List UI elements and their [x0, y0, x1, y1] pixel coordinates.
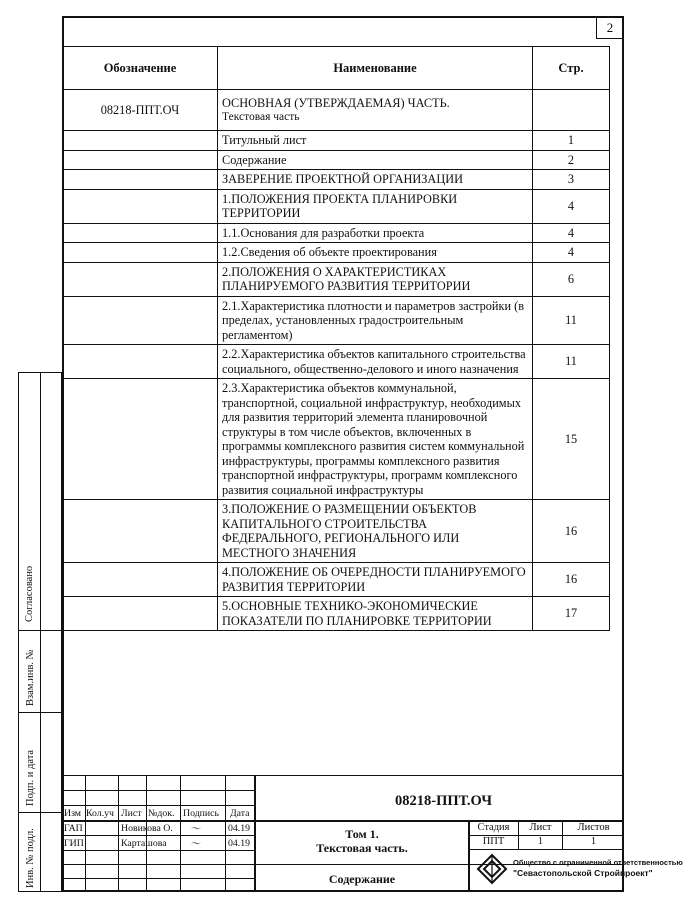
row-name	[218, 131, 533, 151]
row-name	[218, 262, 533, 296]
table-row	[63, 131, 610, 151]
row-designation	[63, 345, 218, 379]
row-name-text: 2.ПОЛОЖЕНИЯ О ХАРАКТЕРИСТИКАХ ПЛАНИРУЕМОГО РАЗВИТИЯ ТЕРРИТОРИИ	[222, 264, 471, 293]
row-designation	[63, 597, 218, 631]
col-header-sheet: Лист	[121, 808, 142, 819]
col-header-change: Изм	[64, 808, 82, 819]
row-name-text: 2.1.Характеристика плотности и параметров застройки (в пределах, установленных градостроительным регламентом)	[222, 298, 525, 342]
company-name	[513, 858, 683, 878]
row-page: 11	[533, 345, 610, 379]
row-name	[218, 189, 533, 223]
tb-line	[180, 775, 181, 892]
stage-header: Стадия	[477, 822, 510, 833]
row-designation	[63, 379, 218, 500]
row-name	[218, 150, 533, 170]
table-row	[63, 189, 610, 223]
row-page	[533, 90, 610, 131]
row-page: 4	[533, 189, 610, 223]
company-line-1: Общество с ограниченной ответственностью	[513, 858, 683, 867]
row-designation	[63, 296, 218, 345]
row-name	[218, 379, 533, 500]
company-logo-icon	[476, 853, 508, 885]
row-page: 4	[533, 243, 610, 263]
table-row	[63, 150, 610, 170]
row-designation	[63, 131, 218, 151]
signature-date-label: Подп. и дата	[25, 749, 36, 806]
row-name	[218, 170, 533, 190]
table-row	[63, 597, 610, 631]
table-row	[63, 500, 610, 563]
row-designation	[63, 243, 218, 263]
row-name	[218, 563, 533, 597]
row-name	[218, 243, 533, 263]
col-header-signature: Подпись	[183, 808, 219, 819]
table-row	[63, 262, 610, 296]
row-name	[218, 223, 533, 243]
sheets-header: Листов	[577, 822, 610, 833]
inv-original-label: Инв. № подл.	[25, 828, 36, 888]
row-page: 6	[533, 262, 610, 296]
row-name	[218, 345, 533, 379]
row-page: 1	[533, 131, 610, 151]
row-designation	[63, 189, 218, 223]
strip-divider	[40, 372, 41, 892]
volume-number: Том 1.	[345, 827, 379, 841]
row-name	[218, 90, 533, 131]
col-header-doc: №док.	[148, 808, 175, 819]
row-page: 4	[533, 223, 610, 243]
row-name-text: ОСНОВНАЯ (УТВЕРЖДАЕМАЯ) ЧАСТЬ.	[222, 95, 450, 110]
row-page: 11	[533, 296, 610, 345]
row-name-text: 1.1.Основания для разработки проекта	[222, 225, 425, 240]
table-row	[63, 379, 610, 500]
volume-part: Текстовая часть.	[316, 841, 408, 855]
row-name-text: 1.ПОЛОЖЕНИЯ ПРОЕКТА ПЛАНИРОВКИ ТЕРРИТОРИИ	[222, 191, 458, 220]
table-row	[63, 90, 610, 131]
volume-title	[300, 827, 424, 855]
row-page: 16	[533, 563, 610, 597]
row-page: 2	[533, 150, 610, 170]
row-name-text: 2.2.Характеристика объектов капитального строительства социального, общественно-делового и иного назначения	[222, 347, 526, 376]
sheet-header: Лист	[529, 822, 552, 833]
row-page: 15	[533, 379, 610, 500]
row-designation: 08218-ППТ.ОЧ	[63, 90, 218, 131]
agreed-label: Согласовано	[24, 565, 35, 622]
row-name-text: 4.ПОЛОЖЕНИЕ ОБ ОЧЕРЕДНОСТИ ПЛАНИРУЕМОГО РАЗВИТИЯ ТЕРРИТОРИИ	[222, 565, 526, 594]
col-header-date: Дата	[230, 808, 250, 819]
document-code: 08218-ППТ.ОЧ	[395, 793, 493, 809]
staff-role: ГАП	[64, 823, 83, 834]
tb-line	[468, 849, 624, 850]
row-designation	[63, 563, 218, 597]
contents-table	[62, 46, 610, 631]
row-subtitle: Текстовая часть	[222, 111, 300, 123]
col-header-count: Кол.уч	[86, 808, 114, 819]
row-page: 16	[533, 500, 610, 563]
row-name	[218, 296, 533, 345]
replaced-inv-label: Взам.инв. №	[25, 649, 36, 706]
tb-line	[225, 775, 226, 892]
row-designation	[63, 262, 218, 296]
sheet-value: 1	[537, 836, 544, 847]
staff-date: 04.19	[228, 838, 251, 849]
row-name-text: Титульный лист	[222, 133, 307, 147]
staff-name: Новикова О.	[121, 823, 173, 834]
strip-divider	[18, 812, 62, 813]
stage-value: ППТ	[482, 836, 505, 847]
table-header-row	[63, 47, 610, 90]
sheet-title: Содержание	[328, 872, 396, 886]
row-page: 3	[533, 170, 610, 190]
row-name-text: 1.2.Сведения об объекте проектирования	[222, 245, 437, 259]
signature-mark: 〜	[190, 839, 200, 850]
header-page: Стр.	[533, 47, 610, 90]
staff-role: ГИП	[64, 838, 84, 849]
table-row	[63, 223, 610, 243]
staff-name: Карташова	[121, 838, 167, 849]
row-designation	[63, 223, 218, 243]
row-designation	[63, 500, 218, 563]
row-page: 17	[533, 597, 610, 631]
row-name-text: ЗАВЕРЕНИЕ ПРОЕКТНОЙ ОРГАНИЗАЦИИ	[222, 172, 463, 186]
header-designation: Обозначение	[63, 47, 218, 90]
row-name	[218, 597, 533, 631]
row-name-text: 2.3.Характеристика объектов коммунальной, транспортной, социальной инфраструктур, необходимых для развития территорий элемента планировочной структуры в том числе объектов, включенных в программы комплексного развития систем коммунальной инфраструктуры, программы комплексного развития транспортной инфраструктуры, программ комплексного развития социальной инфраструктуры	[222, 381, 525, 497]
strip-divider	[18, 712, 62, 713]
row-name	[218, 500, 533, 563]
tb-line	[118, 775, 119, 892]
row-name-text: 5.ОСНОВНЫЕ ТЕХНИКО-ЭКОНОМИЧЕСКИЕ ПОКАЗАТЕЛИ ПО ПЛАНИРОВКЕ ТЕРРИТОРИИ	[222, 599, 492, 628]
table-row	[63, 243, 610, 263]
signature-mark: 〜	[190, 824, 200, 835]
strip-divider	[18, 630, 62, 631]
row-name-text: 3.ПОЛОЖЕНИЕ О РАЗМЕЩЕНИИ ОБЪЕКТОВ КАПИТАЛЬНОГО СТРОИТЕЛЬСТВА ФЕДЕРАЛЬНОГО, РЕГИОНАЛЬНОГО ИЛИ МЕСТНОГО ЗНАЧЕНИЯ	[222, 502, 477, 560]
company-line-2: "Севастопольской Стройпроект"	[513, 868, 653, 878]
header-name: Наименование	[218, 47, 533, 90]
tb-line	[254, 775, 256, 892]
row-designation	[63, 150, 218, 170]
table-row	[63, 170, 610, 190]
page-number: 2	[596, 18, 623, 39]
row-name-text: Содержание	[222, 152, 287, 167]
row-designation	[63, 170, 218, 190]
table-row	[63, 345, 610, 379]
tb-line	[85, 775, 86, 892]
sheets-value: 1	[590, 836, 597, 847]
table-row	[63, 296, 610, 345]
table-row	[63, 563, 610, 597]
staff-date: 04.19	[228, 823, 251, 834]
contents-body	[63, 90, 610, 631]
